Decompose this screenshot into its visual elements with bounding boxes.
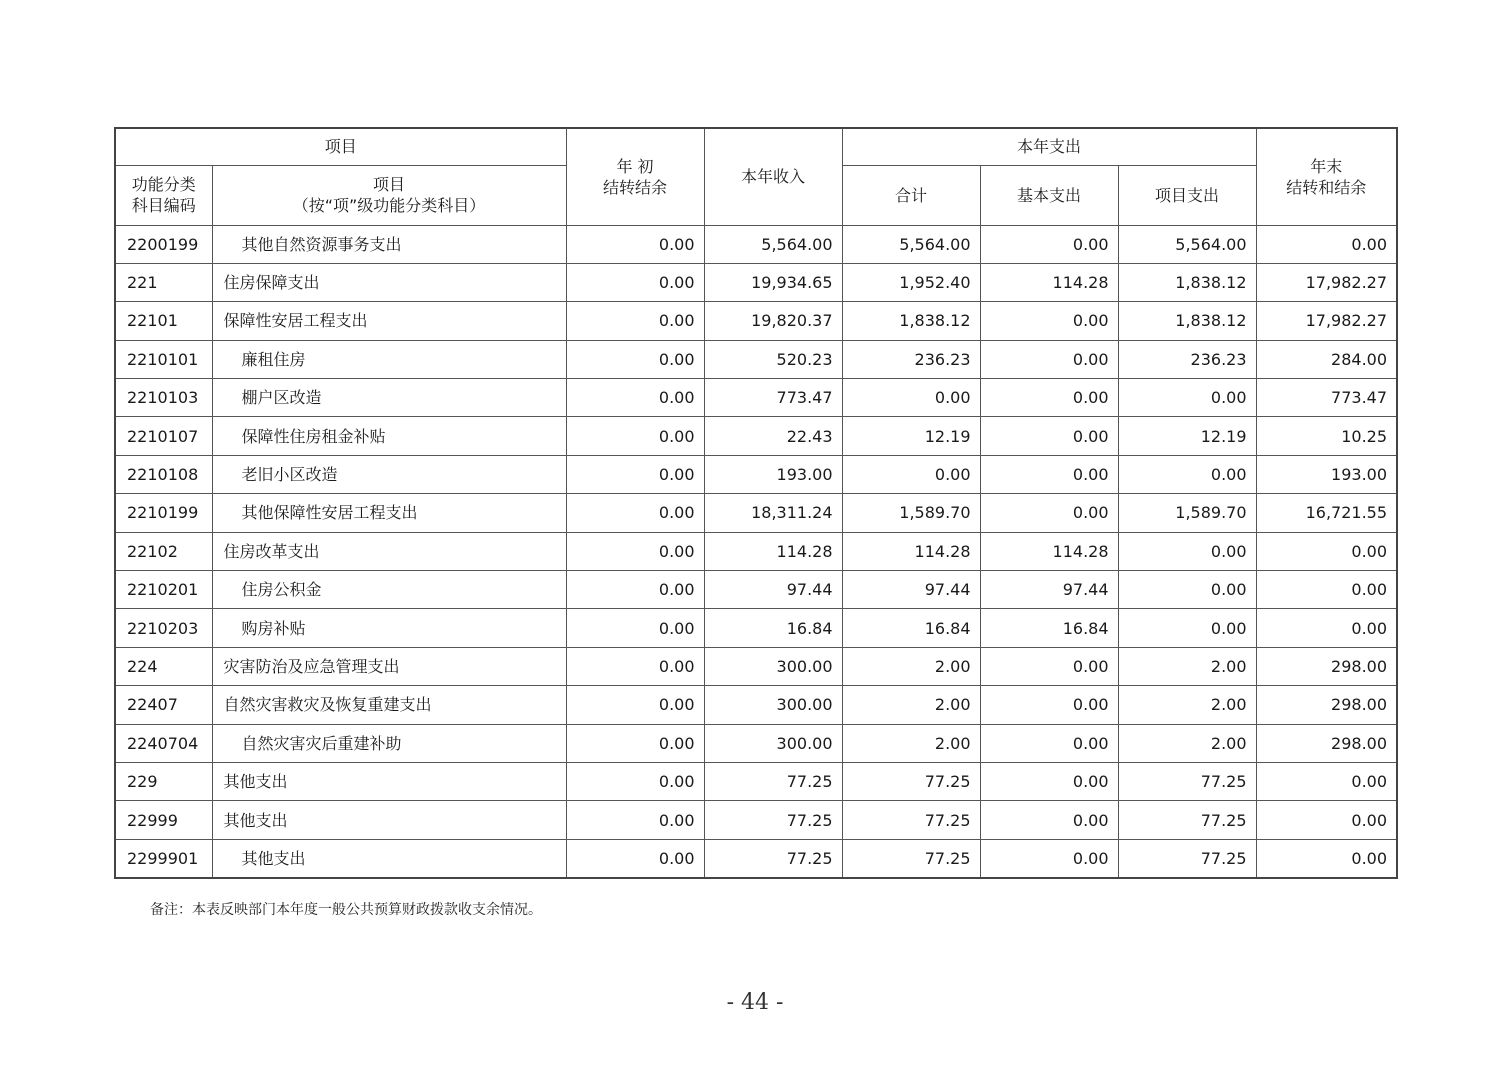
cell-income: 114.28 — [704, 532, 842, 570]
cell-expenditure-total: 2.00 — [842, 647, 980, 685]
table-row — [115, 647, 1397, 685]
cell-item-name: 住房公积金 — [212, 571, 566, 609]
table-row — [115, 609, 1397, 647]
cell-expenditure-total: 1,952.40 — [842, 263, 980, 301]
cell-project-expenditure: 77.25 — [1118, 839, 1256, 877]
cell-expenditure-total: 77.25 — [842, 801, 980, 839]
cell-opening-balance: 0.00 — [566, 263, 704, 301]
cell-closing-balance: 0.00 — [1256, 839, 1397, 877]
table-row — [115, 532, 1397, 570]
cell-basic-expenditure: 0.00 — [980, 801, 1118, 839]
cell-expenditure-total: 114.28 — [842, 532, 980, 570]
cell-closing-balance: 773.47 — [1256, 379, 1397, 417]
basic-header: 基本支出 — [980, 165, 1118, 225]
expenditure-group-header: 本年支出 — [842, 128, 1256, 165]
cell-item-name: 自然灾害救灾及恢复重建支出 — [212, 686, 566, 724]
cell-project-expenditure: 1,838.12 — [1118, 302, 1256, 340]
cell-basic-expenditure: 0.00 — [980, 686, 1118, 724]
cell-project-expenditure: 0.00 — [1118, 379, 1256, 417]
cell-code: 2210101 — [115, 340, 212, 378]
opening-balance-header-line1: 年 初 — [616, 156, 654, 176]
cell-code: 2210203 — [115, 609, 212, 647]
total-header: 合计 — [842, 165, 980, 225]
cell-basic-expenditure: 0.00 — [980, 839, 1118, 877]
cell-income: 773.47 — [704, 379, 842, 417]
cell-expenditure-total: 77.25 — [842, 762, 980, 800]
cell-expenditure-total: 0.00 — [842, 455, 980, 493]
cell-item-name: 其他支出 — [212, 839, 566, 877]
cell-project-expenditure: 1,838.12 — [1118, 263, 1256, 301]
table-row — [115, 302, 1397, 340]
cell-item-name: 其他支出 — [212, 762, 566, 800]
cell-opening-balance: 0.00 — [566, 417, 704, 455]
cell-code: 229 — [115, 762, 212, 800]
cell-project-expenditure: 236.23 — [1118, 340, 1256, 378]
table-header — [115, 128, 1397, 225]
cell-opening-balance: 0.00 — [566, 801, 704, 839]
cell-expenditure-total: 2.00 — [842, 686, 980, 724]
cell-income: 193.00 — [704, 455, 842, 493]
table-row — [115, 724, 1397, 762]
cell-item-name: 其他支出 — [212, 801, 566, 839]
cell-closing-balance: 16,721.55 — [1256, 494, 1397, 532]
cell-closing-balance: 193.00 — [1256, 455, 1397, 493]
cell-income: 77.25 — [704, 839, 842, 877]
table-row — [115, 801, 1397, 839]
cell-code: 2200199 — [115, 225, 212, 263]
cell-expenditure-total: 5,564.00 — [842, 225, 980, 263]
cell-income: 77.25 — [704, 801, 842, 839]
cell-opening-balance: 0.00 — [566, 839, 704, 877]
cell-income: 300.00 — [704, 724, 842, 762]
cell-project-expenditure: 77.25 — [1118, 801, 1256, 839]
cell-income: 19,820.37 — [704, 302, 842, 340]
table-row — [115, 225, 1397, 263]
cell-opening-balance: 0.00 — [566, 647, 704, 685]
cell-opening-balance: 0.00 — [566, 302, 704, 340]
cell-income: 300.00 — [704, 686, 842, 724]
cell-income: 300.00 — [704, 647, 842, 685]
table-row — [115, 762, 1397, 800]
cell-code: 2299901 — [115, 839, 212, 877]
cell-closing-balance: 298.00 — [1256, 647, 1397, 685]
cell-project-expenditure: 2.00 — [1118, 724, 1256, 762]
cell-expenditure-total: 236.23 — [842, 340, 980, 378]
cell-project-expenditure: 0.00 — [1118, 532, 1256, 570]
income-header: 本年收入 — [704, 128, 842, 225]
cell-basic-expenditure: 0.00 — [980, 762, 1118, 800]
cell-code: 2210107 — [115, 417, 212, 455]
cell-expenditure-total: 2.00 — [842, 724, 980, 762]
table-body — [115, 225, 1397, 878]
table-row — [115, 379, 1397, 417]
cell-code: 22999 — [115, 801, 212, 839]
cell-item-name: 保障性住房租金补贴 — [212, 417, 566, 455]
cell-item-name: 保障性安居工程支出 — [212, 302, 566, 340]
cell-expenditure-total: 97.44 — [842, 571, 980, 609]
cell-income: 16.84 — [704, 609, 842, 647]
cell-opening-balance: 0.00 — [566, 225, 704, 263]
cell-expenditure-total: 1,838.12 — [842, 302, 980, 340]
cell-opening-balance: 0.00 — [566, 571, 704, 609]
table-row — [115, 494, 1397, 532]
cell-code: 2210199 — [115, 494, 212, 532]
cell-basic-expenditure: 0.00 — [980, 647, 1118, 685]
cell-basic-expenditure: 97.44 — [980, 571, 1118, 609]
cell-income: 520.23 — [704, 340, 842, 378]
table-row — [115, 340, 1397, 378]
cell-project-expenditure: 12.19 — [1118, 417, 1256, 455]
cell-opening-balance: 0.00 — [566, 455, 704, 493]
cell-basic-expenditure: 114.28 — [980, 532, 1118, 570]
cell-item-name: 廉租住房 — [212, 340, 566, 378]
budget-table — [114, 127, 1398, 879]
cell-item-name: 住房保障支出 — [212, 263, 566, 301]
table-row — [115, 571, 1397, 609]
cell-income: 5,564.00 — [704, 225, 842, 263]
cell-income: 97.44 — [704, 571, 842, 609]
table-row — [115, 263, 1397, 301]
cell-opening-balance: 0.00 — [566, 532, 704, 570]
cell-closing-balance: 298.00 — [1256, 724, 1397, 762]
closing-balance-header — [1256, 128, 1397, 225]
cell-item-name: 购房补贴 — [212, 609, 566, 647]
cell-item-name: 老旧小区改造 — [212, 455, 566, 493]
cell-code: 221 — [115, 263, 212, 301]
cell-opening-balance: 0.00 — [566, 494, 704, 532]
table-row — [115, 839, 1397, 877]
cell-closing-balance: 0.00 — [1256, 609, 1397, 647]
cell-expenditure-total: 77.25 — [842, 839, 980, 877]
cell-closing-balance: 284.00 — [1256, 340, 1397, 378]
cell-item-name: 其他自然资源事务支出 — [212, 225, 566, 263]
cell-closing-balance: 0.00 — [1256, 571, 1397, 609]
opening-balance-header — [566, 128, 704, 225]
cell-code: 2210103 — [115, 379, 212, 417]
cell-closing-balance: 0.00 — [1256, 532, 1397, 570]
cell-item-name: 住房改革支出 — [212, 532, 566, 570]
project-group-header: 项目 — [115, 128, 566, 165]
cell-project-expenditure: 0.00 — [1118, 455, 1256, 493]
cell-code: 2210108 — [115, 455, 212, 493]
cell-opening-balance: 0.00 — [566, 340, 704, 378]
cell-project-expenditure: 5,564.00 — [1118, 225, 1256, 263]
code-header — [115, 165, 212, 225]
cell-code: 2210201 — [115, 571, 212, 609]
table-remark: 备注：本表反映部门本年度一般公共预算财政拨款收支余情况。 — [150, 902, 542, 918]
cell-basic-expenditure: 0.00 — [980, 340, 1118, 378]
code-header-line2: 科目编码 — [131, 196, 196, 215]
closing-balance-header-line2: 结转和结余 — [1286, 177, 1367, 197]
cell-closing-balance: 0.00 — [1256, 762, 1397, 800]
cell-project-expenditure: 2.00 — [1118, 647, 1256, 685]
cell-opening-balance: 0.00 — [566, 762, 704, 800]
cell-basic-expenditure: 0.00 — [980, 494, 1118, 532]
project-header: 项目支出 — [1118, 165, 1256, 225]
cell-item-name: 灾害防治及应急管理支出 — [212, 647, 566, 685]
cell-expenditure-total: 12.19 — [842, 417, 980, 455]
cell-expenditure-total: 1,589.70 — [842, 494, 980, 532]
cell-item-name: 棚户区改造 — [212, 379, 566, 417]
cell-basic-expenditure: 0.00 — [980, 225, 1118, 263]
cell-basic-expenditure: 0.00 — [980, 724, 1118, 762]
cell-income: 19,934.65 — [704, 263, 842, 301]
cell-code: 224 — [115, 647, 212, 685]
cell-item-name: 其他保障性安居工程支出 — [212, 494, 566, 532]
cell-expenditure-total: 0.00 — [842, 379, 980, 417]
cell-closing-balance: 0.00 — [1256, 801, 1397, 839]
cell-income: 22.43 — [704, 417, 842, 455]
cell-closing-balance: 0.00 — [1256, 225, 1397, 263]
cell-item-name: 自然灾害灾后重建补助 — [212, 724, 566, 762]
cell-expenditure-total: 16.84 — [842, 609, 980, 647]
cell-closing-balance: 298.00 — [1256, 686, 1397, 724]
cell-code: 22101 — [115, 302, 212, 340]
cell-basic-expenditure: 0.00 — [980, 417, 1118, 455]
name-header-line1: 项目 — [373, 175, 406, 194]
table-row — [115, 455, 1397, 493]
cell-code: 22102 — [115, 532, 212, 570]
cell-opening-balance: 0.00 — [566, 724, 704, 762]
cell-opening-balance: 0.00 — [566, 609, 704, 647]
cell-code: 2240704 — [115, 724, 212, 762]
name-header-line2: （按“项”级功能分类科目） — [292, 196, 486, 215]
cell-opening-balance: 0.00 — [566, 379, 704, 417]
cell-basic-expenditure: 0.00 — [980, 455, 1118, 493]
cell-closing-balance: 17,982.27 — [1256, 302, 1397, 340]
cell-income: 18,311.24 — [704, 494, 842, 532]
cell-closing-balance: 10.25 — [1256, 417, 1397, 455]
table-row — [115, 686, 1397, 724]
opening-balance-header-line2: 结转结余 — [603, 177, 668, 197]
cell-project-expenditure: 1,589.70 — [1118, 494, 1256, 532]
cell-project-expenditure: 0.00 — [1118, 609, 1256, 647]
cell-project-expenditure: 0.00 — [1118, 571, 1256, 609]
cell-project-expenditure: 77.25 — [1118, 762, 1256, 800]
cell-project-expenditure: 2.00 — [1118, 686, 1256, 724]
page-number: - 44 - — [726, 990, 784, 1015]
cell-basic-expenditure: 114.28 — [980, 263, 1118, 301]
cell-basic-expenditure: 0.00 — [980, 302, 1118, 340]
name-header — [212, 165, 566, 225]
cell-basic-expenditure: 16.84 — [980, 609, 1118, 647]
cell-code: 22407 — [115, 686, 212, 724]
table-row — [115, 417, 1397, 455]
cell-basic-expenditure: 0.00 — [980, 379, 1118, 417]
cell-income: 77.25 — [704, 762, 842, 800]
closing-balance-header-line1: 年末 — [1310, 156, 1343, 176]
code-header-line1: 功能分类 — [131, 175, 196, 194]
cell-closing-balance: 17,982.27 — [1256, 263, 1397, 301]
cell-opening-balance: 0.00 — [566, 686, 704, 724]
